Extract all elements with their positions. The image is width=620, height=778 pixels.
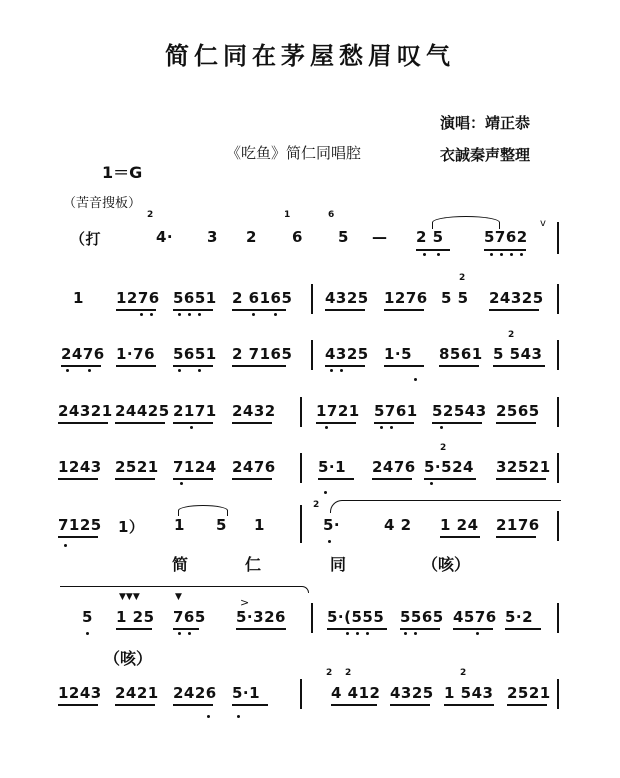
note-cell: 2476: [61, 345, 105, 363]
octave-dot: [178, 313, 181, 316]
note-cell: 1276: [116, 289, 160, 307]
octave-dot: [500, 253, 503, 256]
note-cell: 2432: [232, 402, 276, 420]
octave-dot: [188, 632, 191, 635]
barline: [311, 603, 313, 633]
note-cell: 6: [292, 228, 303, 246]
octave-dot: [437, 253, 440, 256]
note-cell: 5 5: [441, 289, 469, 307]
underline: [173, 704, 213, 706]
note-cell: 2476: [232, 458, 276, 476]
note-cell: 3: [207, 228, 218, 246]
note-cell: 2 7165: [232, 345, 293, 363]
underline: [232, 365, 286, 367]
underline: [173, 422, 213, 424]
lyric-syllable: 同: [330, 555, 347, 574]
octave-dot: [86, 632, 89, 635]
octave-dot: [414, 632, 417, 635]
underline: [232, 704, 268, 706]
underline: [484, 249, 526, 251]
note-cell: 2 5: [416, 228, 444, 246]
note-cell: 2521: [115, 458, 159, 476]
barline: [557, 397, 559, 427]
octave-dot: [324, 491, 327, 494]
underline: [325, 309, 365, 311]
underline: [173, 478, 213, 480]
underline: [236, 628, 286, 630]
note-cell: 4325: [325, 289, 369, 307]
octave-dot: [325, 426, 328, 429]
underline: [453, 628, 493, 630]
barline: [557, 453, 559, 483]
octave-dot: [207, 715, 210, 718]
underline: [316, 422, 356, 424]
slur: [178, 505, 228, 516]
note-cell: 5761: [374, 402, 418, 420]
note-cell: 5565: [400, 608, 444, 626]
octave-dot: [404, 632, 407, 635]
note-cell: 5: [338, 228, 349, 246]
lyric-syllable: （咳）: [104, 649, 153, 668]
underline: [496, 478, 546, 480]
octave-dot: [340, 369, 343, 372]
note-cell: 1·5: [384, 345, 413, 363]
note-cell: 52543: [432, 402, 487, 420]
octave-dot: [328, 540, 331, 543]
underline: [496, 536, 536, 538]
underline: [374, 422, 414, 424]
underline: [416, 249, 450, 251]
note-cell: 1: [254, 516, 265, 534]
note-cell: 2171: [173, 402, 217, 420]
slur: [432, 216, 500, 229]
note-cell: 5·1: [318, 458, 347, 476]
underline: [115, 422, 165, 424]
note-cell: 5·(555: [327, 608, 385, 626]
underline: [432, 422, 482, 424]
note-cell: 5651: [173, 289, 217, 307]
octave-dot: [476, 632, 479, 635]
barline: [300, 505, 302, 543]
tempo-marking: （苦音搜板）: [63, 196, 142, 211]
octave-dot: [252, 313, 255, 316]
underline: [173, 365, 213, 367]
barline: [300, 397, 302, 427]
source-note: 《吃鱼》简仁同唱腔: [226, 144, 362, 162]
octave-dot: [414, 378, 417, 381]
underline: [318, 478, 354, 480]
octave-dot: [88, 369, 91, 372]
note-cell: 2565: [496, 402, 540, 420]
underline: [61, 365, 101, 367]
note-cell: 1: [174, 516, 185, 534]
grace-note: 2: [345, 668, 352, 678]
barline: [557, 511, 559, 541]
grace-note: 2: [508, 330, 515, 340]
underline: [496, 422, 536, 424]
underline: [173, 309, 213, 311]
note-cell: 5762: [484, 228, 528, 246]
underline: [444, 704, 494, 706]
note-cell: 24321: [58, 402, 113, 420]
octave-dot: [180, 482, 183, 485]
note-cell: 1243: [58, 458, 102, 476]
note-cell: 7125: [58, 516, 102, 534]
underline: [489, 309, 539, 311]
note-cell: 1276: [384, 289, 428, 307]
note-cell: 2521: [507, 684, 551, 702]
octave-dot: [380, 426, 383, 429]
note-cell: 24325: [489, 289, 544, 307]
octave-dot: [390, 426, 393, 429]
accent-mark: >: [240, 596, 250, 609]
underline: [115, 704, 155, 706]
octave-dot: [520, 253, 523, 256]
underline: [400, 628, 440, 630]
note-cell: 5·2: [505, 608, 534, 626]
octave-dot: [510, 253, 513, 256]
underline: [116, 309, 156, 311]
underline: [232, 309, 286, 311]
underline: [232, 478, 272, 480]
underline: [439, 365, 479, 367]
note-cell: 4·: [156, 228, 174, 246]
arranger-credit: 衣誠秦声整理: [440, 146, 531, 164]
underline: [493, 365, 545, 367]
underline: [325, 365, 365, 367]
octave-dot: [356, 632, 359, 635]
underline: [384, 309, 424, 311]
continued-slur: [60, 586, 309, 593]
key-signature: 1＝G: [102, 163, 143, 182]
note-cell: （打: [70, 230, 102, 248]
grace-note: 6: [328, 210, 335, 220]
lyric-syllable: 简: [172, 555, 189, 574]
underline: [507, 704, 547, 706]
note-cell: 5·1: [232, 684, 261, 702]
barline: [311, 340, 313, 370]
note-cell: 2176: [496, 516, 540, 534]
octave-dot: [64, 544, 67, 547]
note-cell: 1 543: [444, 684, 494, 702]
underline: [505, 628, 541, 630]
octave-dot: [423, 253, 426, 256]
note-cell: 4 412: [331, 684, 381, 702]
note-cell: 5 543: [493, 345, 543, 363]
lyric-syllable: （咳）: [422, 555, 471, 574]
note-cell: 5651: [173, 345, 217, 363]
note-cell: 32521: [496, 458, 551, 476]
note-cell: 2 6165: [232, 289, 293, 307]
barline: [557, 603, 559, 633]
long-slur: [330, 500, 561, 513]
octave-dot: [346, 632, 349, 635]
barline: [300, 679, 302, 709]
grace-note: 2: [326, 668, 333, 678]
accent-mark: ▼: [175, 592, 182, 602]
octave-dot: [178, 632, 181, 635]
octave-dot: [440, 426, 443, 429]
accent-marks: ▼▼▼: [119, 592, 140, 602]
octave-dot: [366, 632, 369, 635]
underline: [58, 704, 98, 706]
octave-dot: [237, 715, 240, 718]
note-cell: 1 25: [116, 608, 155, 626]
barline: [557, 284, 559, 314]
barline: [300, 453, 302, 483]
octave-dot: [490, 253, 493, 256]
grace-note: 2: [147, 210, 154, 220]
octave-dot: [66, 369, 69, 372]
note-cell: 5: [216, 516, 227, 534]
underline: [372, 478, 412, 480]
barline: [311, 284, 313, 314]
singer-credit: 演唱：靖正恭: [440, 114, 531, 132]
underline: [390, 704, 430, 706]
octave-dot: [430, 482, 433, 485]
underline: [424, 478, 476, 480]
note-cell: 1 24: [440, 516, 479, 534]
barline: [557, 679, 559, 709]
note-cell: 2: [246, 228, 257, 246]
note-cell: 7124: [173, 458, 217, 476]
underline: [58, 536, 98, 538]
grace-note: 2: [440, 443, 447, 453]
underline: [116, 628, 152, 630]
note-cell: 2421: [115, 684, 159, 702]
underline: [327, 628, 387, 630]
octave-dot: [198, 369, 201, 372]
note-cell: 5·524: [424, 458, 474, 476]
note-cell: 4325: [325, 345, 369, 363]
octave-dot: [150, 313, 153, 316]
barline: [557, 340, 559, 370]
note-cell: 1·76: [116, 345, 156, 363]
octave-dot: [140, 313, 143, 316]
breath-mark: v: [540, 218, 546, 229]
note-cell: 5·326: [236, 608, 286, 626]
note-cell: 24425: [115, 402, 170, 420]
underline: [116, 365, 156, 367]
note-cell: 765: [173, 608, 206, 626]
underline: [58, 478, 98, 480]
grace-note: 2: [459, 273, 466, 283]
octave-dot: [188, 313, 191, 316]
song-title: 简仁同在茅屋愁眉叹气: [165, 42, 455, 70]
underline: [331, 704, 377, 706]
note-cell: 5: [82, 608, 93, 626]
grace-note: 1: [284, 210, 291, 220]
octave-dot: [274, 313, 277, 316]
note-cell: 1721: [316, 402, 360, 420]
note-cell: 1）: [118, 518, 145, 536]
underline: [440, 536, 480, 538]
underline: [232, 422, 272, 424]
note-cell: 8561: [439, 345, 483, 363]
underline: [58, 422, 108, 424]
octave-dot: [178, 369, 181, 372]
barline: [557, 222, 559, 254]
dash: —: [372, 228, 388, 246]
note-cell: 2476: [372, 458, 416, 476]
note-cell: 1: [73, 289, 84, 307]
note-cell: 1243: [58, 684, 102, 702]
note-cell: 2426: [173, 684, 217, 702]
underline: [384, 365, 424, 367]
octave-dot: [330, 369, 333, 372]
lyric-syllable: 仁: [245, 555, 262, 574]
underline: [173, 628, 199, 630]
note-cell: 5·: [323, 516, 341, 534]
octave-dot: [190, 426, 193, 429]
grace-note: 2: [313, 500, 320, 510]
octave-dot: [198, 313, 201, 316]
note-cell: 4576: [453, 608, 497, 626]
note-cell: 4325: [390, 684, 434, 702]
grace-note: 2: [460, 668, 467, 678]
underline: [115, 478, 155, 480]
note-cell: 4 2: [384, 516, 412, 534]
